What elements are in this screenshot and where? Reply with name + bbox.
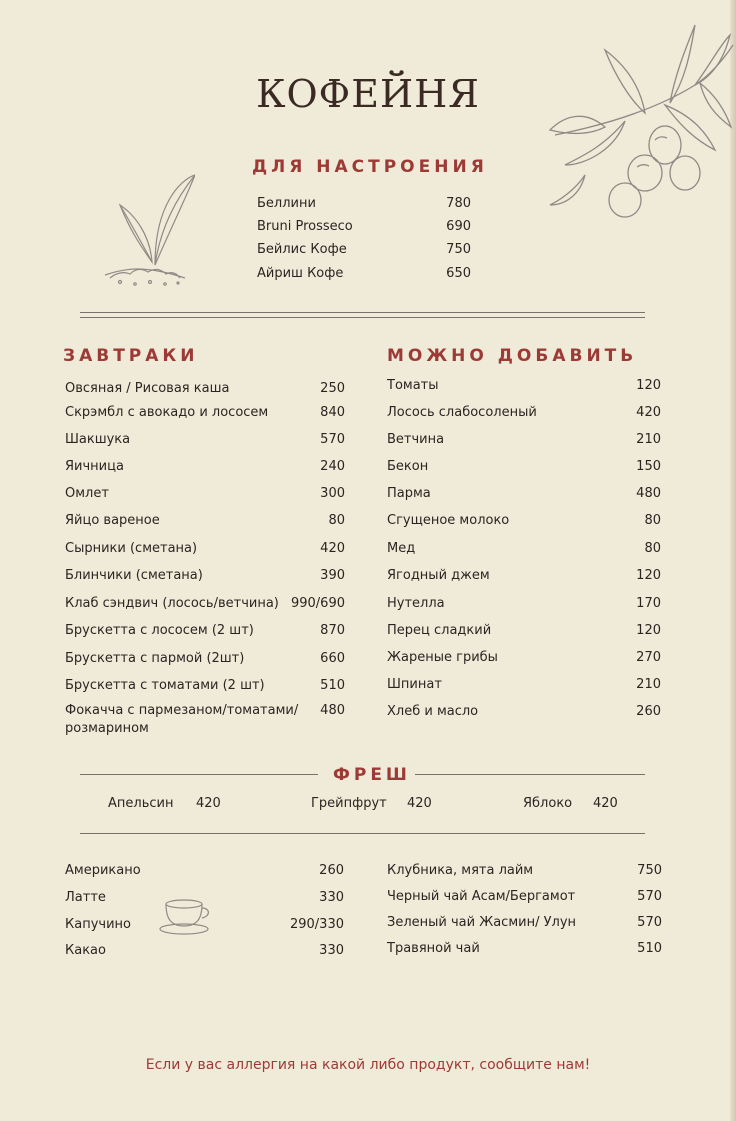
item-name: Парма [387, 486, 431, 501]
item-name: Жареные грибы [387, 650, 498, 665]
item-name: Скрэмбл с авокадо и лососем [65, 405, 269, 420]
item-price: 240 [320, 459, 345, 474]
list-item [387, 915, 662, 931]
list-item [257, 242, 471, 258]
item-name: Хлеб и масло [387, 704, 479, 719]
divider [80, 312, 645, 313]
list-item [65, 513, 345, 529]
item-price: 150 [636, 459, 661, 474]
list-item [65, 678, 345, 694]
item-price: 420 [636, 405, 661, 420]
item-name: Лосось слабосоленый [387, 405, 537, 420]
item-name: Сгущеное молоко [387, 513, 510, 528]
item-price: 330 [319, 943, 344, 958]
item-name: Какао [65, 943, 106, 958]
list-item [65, 486, 345, 502]
item-name: Брускетта с лососем (2 шт) [65, 623, 254, 638]
item-price: 120 [636, 568, 661, 583]
item-price: 120 [636, 378, 661, 393]
item-price: 250 [320, 381, 345, 396]
item-price: 260 [319, 863, 344, 878]
list-item [387, 941, 662, 957]
list-item [65, 596, 345, 612]
item-name: Яичница [65, 459, 124, 474]
item-price: 260 [636, 704, 661, 719]
list-item [387, 405, 661, 421]
item-name: Мед [387, 541, 416, 556]
item-price: 750 [637, 863, 662, 878]
item-price: 750 [446, 242, 471, 257]
allergy-notice: Если у вас аллергия на какой либо продукт, сообщите нам! [145, 1057, 591, 1073]
item-price: 570 [320, 432, 345, 447]
item-name: Ветчина [387, 432, 445, 447]
list-item [387, 623, 661, 639]
fresh-name: Яблоко [523, 796, 573, 811]
item-name: Зеленый чай Жасмин/ Улун [387, 915, 577, 930]
olive-branch-icon [545, 15, 735, 225]
list-item [257, 219, 471, 235]
item-price: 840 [320, 405, 345, 420]
list-item [387, 486, 661, 502]
list-item [65, 405, 345, 421]
item-name: Нутелла [387, 596, 445, 611]
item-name: Брускетта с томатами (2 шт) [65, 678, 265, 693]
list-item [65, 459, 345, 475]
item-price: 290/330 [289, 917, 344, 932]
item-name: Bruni Prosseco [257, 219, 353, 234]
breakfast-heading: ЗАВТРАКИ [63, 346, 199, 366]
divider [415, 774, 645, 775]
list-item [65, 541, 345, 557]
coffee-cup-icon [158, 898, 214, 938]
item-price: 210 [636, 432, 661, 447]
fresh-heading: ФРЕШ [333, 765, 411, 785]
item-name: Яйцо вареное [65, 513, 160, 528]
item-name: Клубника, мята лайм [387, 863, 534, 878]
list-item [65, 623, 345, 639]
divider [80, 317, 645, 318]
item-name: Клаб сэндвич (лосось/ветчина) [65, 596, 279, 611]
list-item [387, 650, 661, 666]
list-item [65, 381, 345, 397]
list-item [387, 513, 661, 529]
list-item [65, 568, 345, 584]
list-item [387, 704, 661, 720]
tea-leaf-icon [100, 170, 195, 290]
list-item [387, 541, 661, 557]
item-price: 80 [644, 513, 661, 528]
item-price: 390 [320, 568, 345, 583]
item-price: 210 [636, 677, 661, 692]
item-name: Черный чай Асам/Бергамот [387, 889, 576, 904]
list-item [65, 703, 345, 719]
item-name: Ягодный джем [387, 568, 490, 583]
list-item [387, 889, 662, 905]
item-price: 80 [328, 513, 345, 528]
fresh-name: Грейпфрут [311, 796, 387, 811]
item-price: 330 [319, 890, 344, 905]
item-price: 660 [320, 651, 345, 666]
item-name: Сырники (сметана) [65, 541, 198, 556]
item-price: 80 [644, 541, 661, 556]
item-name: Айриш Кофе [257, 266, 344, 281]
fresh-price: 420 [593, 796, 618, 811]
divider [80, 774, 318, 775]
list-item [387, 568, 661, 584]
item-name: Овсяная / Рисовая каша [65, 381, 230, 396]
item-name: Томаты [387, 378, 439, 393]
item-name: Перец сладкий [387, 623, 492, 638]
list-item [387, 677, 661, 693]
item-name: Фокачча с пармезаном/томатами/ [65, 703, 299, 718]
item-price: 870 [320, 623, 345, 638]
mood-heading: ДЛЯ НАСТРОЕНИЯ [252, 157, 488, 177]
page-title: КОФЕЙНЯ [256, 72, 480, 116]
item-price: 480 [636, 486, 661, 501]
item-name: Шпинат [387, 677, 442, 692]
item-price: 270 [636, 650, 661, 665]
list-item [65, 651, 345, 667]
list-item [65, 863, 344, 879]
divider [80, 833, 645, 834]
item-price: 990/690 [290, 596, 345, 611]
item-price: 510 [320, 678, 345, 693]
item-name: Американо [65, 863, 141, 878]
fresh-name: Апельсин [108, 796, 174, 811]
list-item [387, 459, 661, 475]
item-price: 170 [636, 596, 661, 611]
fresh-price: 420 [196, 796, 221, 811]
item-name: Омлет [65, 486, 109, 501]
item-price: 120 [636, 623, 661, 638]
fresh-price: 420 [407, 796, 432, 811]
list-item [387, 596, 661, 612]
item-price: 650 [446, 266, 471, 281]
item-name: Бейлис Кофе [257, 242, 347, 257]
item-price: 510 [637, 941, 662, 956]
list-item [387, 863, 662, 879]
item-name: Беллини [257, 196, 316, 211]
item-price: 690 [446, 219, 471, 234]
item-price: 420 [320, 541, 345, 556]
item-name: Капучино [65, 917, 131, 932]
item-price: 570 [637, 915, 662, 930]
item-price: 780 [446, 196, 471, 211]
addons-heading: МОЖНО ДОБАВИТЬ [387, 346, 638, 366]
list-item [65, 432, 345, 448]
item-name: розмарином [65, 721, 149, 736]
item-name: Брускетта с пармой (2шт) [65, 651, 245, 666]
list-item [257, 196, 471, 212]
item-name: Шакшука [65, 432, 131, 447]
item-name: Латте [65, 890, 106, 905]
list-item [65, 721, 345, 737]
list-item [65, 943, 344, 959]
item-price: 480 [320, 703, 345, 718]
item-name: Блинчики (сметана) [65, 568, 203, 583]
list-item [257, 266, 471, 282]
item-price: 570 [637, 889, 662, 904]
list-item [387, 378, 661, 394]
item-price: 300 [320, 486, 345, 501]
list-item [387, 432, 661, 448]
item-name: Травяной чай [387, 941, 480, 956]
item-name: Бекон [387, 459, 429, 474]
